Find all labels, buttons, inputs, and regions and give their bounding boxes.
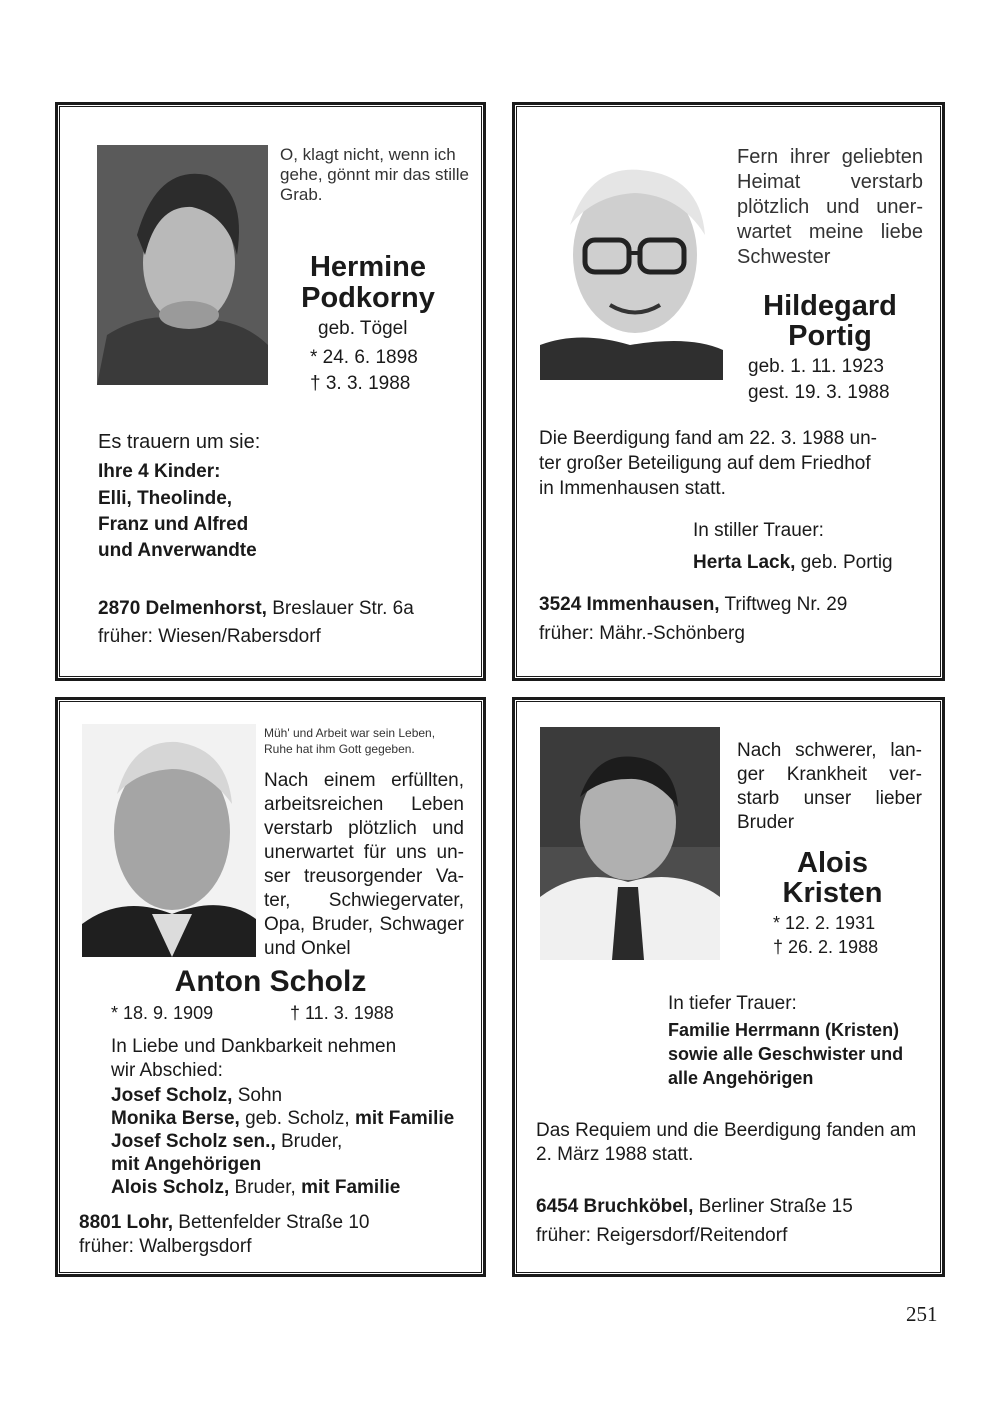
mourner-relation: Bruder, (229, 1177, 296, 1198)
mourners-intro: In tiefer Trauer: (668, 993, 797, 1014)
obituary-card-anton-scholz (55, 697, 486, 1277)
former-residence: früher: Mähr.-Schönberg (539, 623, 745, 644)
deceased-first-name: Hildegard (763, 290, 897, 322)
mourner-line: Familie Herrmann (Kristen) (668, 1020, 900, 1040)
death-date: † 3. 3. 1988 (310, 373, 411, 394)
birth-date: geb. 1. 11. 1923 (748, 356, 884, 377)
intro-line: ger Krankheit ver- (737, 764, 922, 785)
address-city: 8801 Lohr, (79, 1212, 173, 1233)
obituary-card-hermine-podkorny (55, 102, 486, 681)
portrait-man-tie-icon (540, 727, 720, 960)
funeral-line: Die Beerdigung fand am 22. 3. 1988 un- (539, 428, 878, 449)
farewell-line: wir Abschied: (111, 1060, 223, 1081)
intro-line: und Onkel (264, 938, 351, 959)
mourner-line (111, 1085, 282, 1108)
mourner-maiden: geb. Portig (795, 552, 893, 573)
mourner-line (111, 1108, 454, 1131)
intro-line: arbeitsreichen Leben (264, 794, 464, 815)
mourners-intro: In stiller Trauer: (693, 520, 824, 541)
requiem-line: 2. März 1988 statt. (536, 1144, 694, 1165)
mourner-relation: Bruder, (275, 1131, 343, 1152)
intro-line: Opa, Bruder, Schwager (264, 914, 464, 935)
obituary-card-alois-kristen (512, 697, 945, 1277)
intro-line: ter, Schwiegervater, (264, 890, 464, 911)
mourner-relation: Sohn (232, 1085, 283, 1106)
address (79, 1212, 369, 1235)
deceased-last-name: Podkorny (301, 282, 435, 314)
birth-date: * 24. 6. 1898 (310, 347, 418, 368)
address-city: 2870 Delmenhorst, (98, 598, 267, 619)
deceased-last-name: Kristen (782, 877, 883, 909)
portrait-photo-alois (540, 727, 720, 960)
mourner-line: mit Angehörigen (111, 1154, 262, 1175)
mourners-intro: Es trauern um sie: (98, 431, 261, 453)
birth-date: * 12. 2. 1931 (773, 913, 876, 933)
motto-line: Ruhe hat ihm Gott gegeben. (264, 742, 415, 756)
portrait-man-icon (82, 724, 256, 957)
mourner-line: und Anverwandte (98, 540, 257, 561)
address-street: Berliner Straße 15 (693, 1196, 853, 1217)
former-residence: früher: Wiesen/Rabersdorf (98, 626, 321, 647)
funeral-line: in Immenhausen statt. (539, 478, 726, 499)
requiem-line: Das Requiem und die Beerdigung fanden am (536, 1120, 917, 1141)
deceased-first-name: Hermine (309, 251, 427, 283)
mourner-family: mit Familie (349, 1108, 455, 1129)
intro-line: wartet meine liebe (737, 221, 923, 243)
mourner-line: sowie alle Geschwister und (668, 1044, 904, 1064)
mourner-name: Josef Scholz sen., (111, 1131, 276, 1152)
intro-line: Heimat verstarb (737, 171, 923, 193)
mourner-line: Elli, Theolinde, (98, 488, 233, 509)
page-number: 251 (906, 1302, 938, 1326)
address-street: Breslauer Str. 6a (266, 598, 414, 619)
address (98, 598, 414, 621)
intro-line: Fern ihrer geliebten (737, 146, 923, 168)
intro-line: Nach schwerer, lan- (737, 740, 922, 761)
funeral-line: ter großer Beteiligung auf dem Friedhof (539, 453, 871, 474)
address-city: 6454 Bruchköbel, (536, 1196, 694, 1217)
deceased-last-name: Portig (788, 320, 872, 352)
former-residence: früher: Walbergsdorf (79, 1236, 252, 1257)
intro-line: ser treusorgender Va- (264, 866, 464, 887)
portrait-woman-icon (97, 145, 268, 385)
mourner-name: Herta Lack, (693, 552, 796, 573)
mourner-name: Josef Scholz, (111, 1085, 233, 1106)
portrait-woman-glasses-icon (540, 145, 723, 380)
quote-text: O, klagt nicht, wenn ich gehe, gönnt mir das stille Grab. (280, 145, 469, 204)
mourner-maiden: geb. Scholz, (239, 1108, 350, 1129)
intro-line: plötzlich und uner- (737, 196, 923, 218)
intro-line: Nach einem erfüllten, (264, 770, 464, 791)
former-residence: früher: Reigersdorf/Reitendorf (536, 1225, 788, 1246)
portrait-photo-anton (82, 724, 256, 957)
mourner-name: Monika Berse, (111, 1108, 240, 1129)
deceased-first-name: Alois (797, 847, 868, 879)
farewell-line: In Liebe und Dankbarkeit nehmen (111, 1036, 397, 1057)
intro-line: Schwester (737, 246, 831, 268)
intro-line: verstarb plötzlich und (264, 818, 464, 839)
mourner (693, 552, 893, 575)
intro-line: Bruder (737, 812, 795, 833)
mourner-line (111, 1177, 400, 1200)
maiden-name: geb. Tögel (318, 318, 408, 339)
portrait-photo-hildegard (540, 145, 723, 380)
mourner-line (111, 1131, 342, 1154)
address-city: 3524 Immenhausen, (539, 594, 720, 615)
deceased-name: Anton Scholz (174, 965, 367, 998)
mourner-line: alle Angehörigen (668, 1068, 814, 1088)
obituary-card-hildegard-portig (512, 102, 945, 681)
portrait-photo-hermine (97, 145, 268, 385)
intro-line: starb unser lieber (737, 788, 922, 809)
intro-line: unerwartet für uns un- (264, 842, 464, 863)
motto-line: Müh' und Arbeit war sein Leben, (264, 726, 436, 740)
address (536, 1196, 853, 1219)
death-date: gest. 19. 3. 1988 (748, 382, 890, 403)
mourner-name: Alois Scholz, (111, 1177, 230, 1198)
mourner-family: mit Familie (295, 1177, 401, 1198)
death-date: † 11. 3. 1988 (290, 1003, 394, 1023)
mourner-line: Ihre 4 Kinder: (98, 461, 221, 482)
birth-date: * 18. 9. 1909 (111, 1003, 214, 1023)
address-street: Triftweg Nr. 29 (719, 594, 848, 615)
mourner-line: Franz und Alfred (98, 514, 249, 535)
death-date: † 26. 2. 1988 (773, 937, 879, 957)
address (539, 594, 847, 617)
address-street: Bettenfelder Straße 10 (173, 1212, 370, 1233)
